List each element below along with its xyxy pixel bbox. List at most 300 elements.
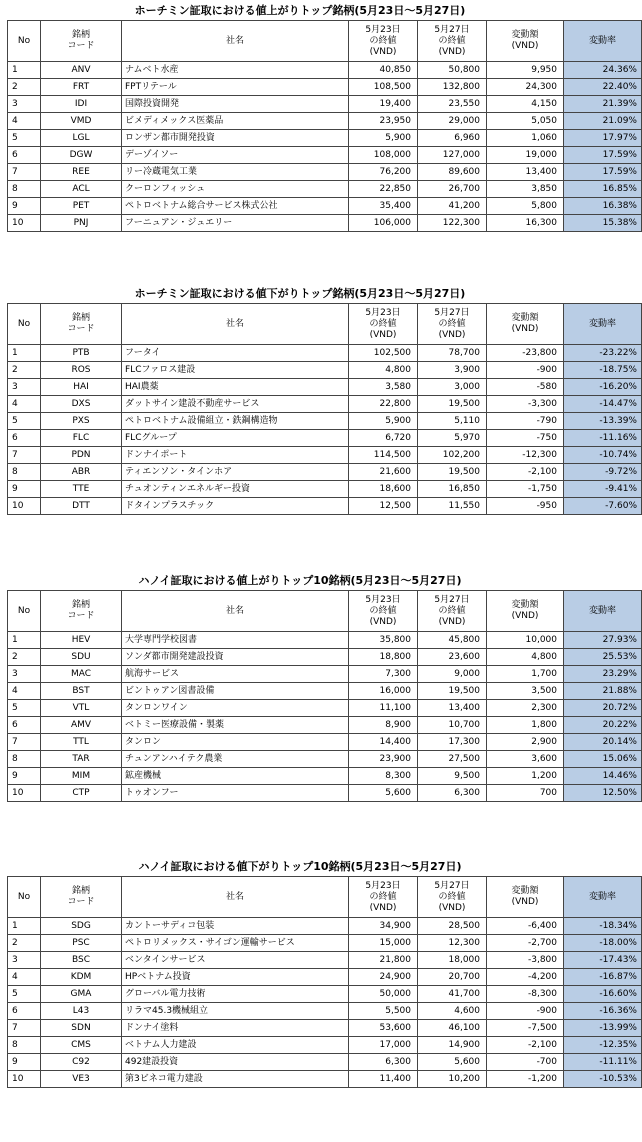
cell-may23-close: 18,600 — [349, 481, 418, 498]
table-row — [8, 700, 642, 717]
cell-may27-close: 5,110 — [418, 413, 487, 430]
cell-change-rate: 20.72% — [564, 700, 642, 717]
cell-no: 1 — [8, 632, 41, 649]
cell-change-rate: 22.40% — [564, 79, 642, 96]
cell-may23-close: 5,600 — [349, 785, 418, 802]
cell-change: -750 — [487, 430, 564, 447]
cell-change-rate: -9.72% — [564, 464, 642, 481]
table-row — [8, 481, 642, 498]
header-may23-close — [349, 591, 418, 632]
section-title: ホーチミン証取における値上がりトップ銘柄(5月23日～5月27日) — [134, 4, 466, 17]
header-may23-close-line-1: 5月23日 — [365, 24, 401, 35]
cell-may23-close: 21,600 — [349, 464, 418, 481]
header-name — [122, 591, 349, 632]
table-row — [8, 430, 642, 447]
cell-no: 7 — [8, 1020, 41, 1037]
cell-change-rate: 24.36% — [564, 62, 642, 79]
cell-change-rate: 15.38% — [564, 215, 642, 232]
header-may27-close-line-1: 5月27日 — [434, 307, 470, 318]
ranking-table — [7, 876, 642, 1088]
cell-stock-code: REE — [41, 164, 122, 181]
header-may23-close-line-2: の終値 — [369, 605, 397, 616]
cell-company-name: クーロンフィッシュ — [122, 181, 349, 198]
cell-stock-code: PSC — [41, 935, 122, 952]
header-rate — [564, 21, 642, 62]
cell-change-rate: 25.53% — [564, 649, 642, 666]
header-may27-close-line-2: の終値 — [438, 891, 466, 902]
cell-change: -3,800 — [487, 952, 564, 969]
cell-may27-close: 5,600 — [418, 1054, 487, 1071]
cell-no: 4 — [8, 113, 41, 130]
header-may23-close-line-2: の終値 — [369, 35, 397, 46]
cell-company-name: ベトナム人力建設 — [122, 1037, 349, 1054]
cell-company-name: ドンナイ塗料 — [122, 1020, 349, 1037]
cell-no: 4 — [8, 969, 41, 986]
cell-company-name: 国際投資開発 — [122, 96, 349, 113]
cell-may23-close: 7,300 — [349, 666, 418, 683]
cell-no: 9 — [8, 198, 41, 215]
header-may27-close-line-3: (VND) — [438, 329, 466, 340]
header-may23-close-line-1: 5月23日 — [365, 880, 401, 891]
table-row — [8, 215, 642, 232]
cell-change: 5,050 — [487, 113, 564, 130]
ranking-table — [7, 20, 642, 232]
header-code-line-1: 銘柄 — [71, 30, 90, 40]
header-name-line-1: 社名 — [225, 318, 244, 329]
cell-may23-close: 6,720 — [349, 430, 418, 447]
cell-may23-close: 23,900 — [349, 751, 418, 768]
cell-may23-close: 12,500 — [349, 498, 418, 515]
cell-change-rate: 16.85% — [564, 181, 642, 198]
cell-stock-code: AMV — [41, 717, 122, 734]
cell-stock-code: ANV — [41, 62, 122, 79]
table-row — [8, 396, 642, 413]
cell-company-name: ソンダ都市開発建設投資 — [122, 649, 349, 666]
cell-may23-close: 106,000 — [349, 215, 418, 232]
table-row — [8, 632, 642, 649]
cell-no: 8 — [8, 1037, 41, 1054]
cell-may23-close: 5,900 — [349, 413, 418, 430]
cell-change: 3,500 — [487, 683, 564, 700]
table-row — [8, 498, 642, 515]
cell-stock-code: HAI — [41, 379, 122, 396]
cell-change: -950 — [487, 498, 564, 515]
cell-change: -6,400 — [487, 918, 564, 935]
cell-no: 10 — [8, 215, 41, 232]
header-code-line-1: 銘柄 — [71, 600, 90, 610]
cell-may23-close: 8,900 — [349, 717, 418, 734]
header-name — [122, 304, 349, 345]
cell-change-rate: 17.59% — [564, 164, 642, 181]
cell-may23-close: 16,000 — [349, 683, 418, 700]
cell-may27-close: 102,200 — [418, 447, 487, 464]
cell-may27-close: 50,800 — [418, 62, 487, 79]
cell-change-rate: -18.75% — [564, 362, 642, 379]
table-row — [8, 986, 642, 1003]
header-code-line-2: コード — [67, 324, 95, 334]
header-change-line-2: (VND) — [511, 41, 539, 51]
cell-company-name: ドンナイポート — [122, 447, 349, 464]
cell-change-rate: -17.43% — [564, 952, 642, 969]
cell-may23-close: 76,200 — [349, 164, 418, 181]
table-body — [8, 345, 642, 515]
cell-may27-close: 122,300 — [418, 215, 487, 232]
table-row — [8, 683, 642, 700]
table-row — [8, 62, 642, 79]
cell-no: 4 — [8, 683, 41, 700]
header-may27-close-line-1: 5月27日 — [434, 880, 470, 891]
cell-change: 4,150 — [487, 96, 564, 113]
ranking-table — [7, 590, 642, 802]
header-no-line-1: No — [17, 35, 31, 46]
cell-change: 3,850 — [487, 181, 564, 198]
header-change-line-1: 変動額 — [511, 313, 539, 323]
cell-company-name: 492建設投資 — [122, 1054, 349, 1071]
table-row — [8, 113, 642, 130]
header-may23-close-line-1: 5月23日 — [365, 307, 401, 318]
cell-change: 1,200 — [487, 768, 564, 785]
header-code-line-2: コード — [67, 611, 95, 621]
header-no-line-1: No — [17, 318, 31, 329]
cell-stock-code: ABR — [41, 464, 122, 481]
cell-no: 7 — [8, 447, 41, 464]
table-row — [8, 785, 642, 802]
cell-change-rate: 15.06% — [564, 751, 642, 768]
cell-change: -2,100 — [487, 1037, 564, 1054]
cell-change: -2,100 — [487, 464, 564, 481]
cell-change: 5,800 — [487, 198, 564, 215]
cell-stock-code: CMS — [41, 1037, 122, 1054]
header-code-line-1: 銘柄 — [71, 313, 90, 323]
cell-change-rate: 12.50% — [564, 785, 642, 802]
header-name-line-1: 社名 — [225, 891, 244, 902]
header-code-line-2: コード — [67, 41, 95, 51]
cell-company-name: FLCグループ — [122, 430, 349, 447]
cell-no: 4 — [8, 396, 41, 413]
cell-may27-close: 17,300 — [418, 734, 487, 751]
cell-change: -790 — [487, 413, 564, 430]
cell-change: -7,500 — [487, 1020, 564, 1037]
cell-may23-close: 35,800 — [349, 632, 418, 649]
cell-change-rate: -18.34% — [564, 918, 642, 935]
header-may23-close-line-2: の終値 — [369, 318, 397, 329]
cell-may27-close: 6,960 — [418, 130, 487, 147]
cell-may27-close: 18,000 — [418, 952, 487, 969]
cell-no: 9 — [8, 768, 41, 785]
cell-no: 6 — [8, 430, 41, 447]
cell-may27-close: 19,500 — [418, 396, 487, 413]
cell-may27-close: 27,500 — [418, 751, 487, 768]
cell-may27-close: 10,700 — [418, 717, 487, 734]
header-name-line-1: 社名 — [225, 35, 244, 46]
cell-may27-close: 78,700 — [418, 345, 487, 362]
header-change-line-2: (VND) — [511, 611, 539, 621]
cell-may23-close: 8,300 — [349, 768, 418, 785]
cell-company-name: 第3ビネコ電力建設 — [122, 1071, 349, 1088]
cell-may23-close: 15,000 — [349, 935, 418, 952]
cell-company-name: 鉱産機械 — [122, 768, 349, 785]
cell-stock-code: FRT — [41, 79, 122, 96]
cell-may23-close: 19,400 — [349, 96, 418, 113]
cell-company-name: デーゾイソー — [122, 147, 349, 164]
cell-change: -2,700 — [487, 935, 564, 952]
cell-stock-code: LGL — [41, 130, 122, 147]
table-row — [8, 413, 642, 430]
ranking-section — [0, 285, 637, 515]
table-header — [8, 21, 642, 62]
cell-may27-close: 127,000 — [418, 147, 487, 164]
table-body — [8, 918, 642, 1088]
cell-change-rate: 20.14% — [564, 734, 642, 751]
cell-no: 5 — [8, 700, 41, 717]
cell-may27-close: 10,200 — [418, 1071, 487, 1088]
header-may27-close-line-3: (VND) — [438, 46, 466, 57]
cell-may27-close: 6,300 — [418, 785, 487, 802]
cell-change: -900 — [487, 1003, 564, 1020]
header-rate — [564, 591, 642, 632]
cell-stock-code: DTT — [41, 498, 122, 515]
header-change — [487, 877, 564, 918]
header-no — [8, 21, 41, 62]
cell-may23-close: 24,900 — [349, 969, 418, 986]
cell-may27-close: 12,300 — [418, 935, 487, 952]
cell-stock-code: ACL — [41, 181, 122, 198]
cell-may27-close: 20,700 — [418, 969, 487, 986]
header-may23-close-line-3: (VND) — [369, 329, 397, 340]
cell-may27-close: 23,600 — [418, 649, 487, 666]
cell-may27-close: 9,500 — [418, 768, 487, 785]
header-may27-close-line-3: (VND) — [438, 616, 466, 627]
table-body — [8, 632, 642, 802]
cell-stock-code: PNJ — [41, 215, 122, 232]
cell-may23-close: 22,850 — [349, 181, 418, 198]
cell-company-name: ペトロリメックス・サイゴン運輸サービス — [122, 935, 349, 952]
header-may23-close-line-3: (VND) — [369, 902, 397, 913]
header-row — [8, 304, 642, 345]
cell-change: 3,600 — [487, 751, 564, 768]
cell-may27-close: 3,900 — [418, 362, 487, 379]
cell-stock-code: HEV — [41, 632, 122, 649]
cell-may27-close: 5,970 — [418, 430, 487, 447]
cell-change: 700 — [487, 785, 564, 802]
cell-no: 3 — [8, 96, 41, 113]
cell-change: -1,200 — [487, 1071, 564, 1088]
table-row — [8, 130, 642, 147]
cell-change: 16,300 — [487, 215, 564, 232]
cell-no: 2 — [8, 79, 41, 96]
cell-may27-close: 41,200 — [418, 198, 487, 215]
cell-may23-close: 18,800 — [349, 649, 418, 666]
cell-no: 8 — [8, 464, 41, 481]
header-rate-line-1: 変動率 — [588, 318, 616, 329]
cell-no: 10 — [8, 1071, 41, 1088]
cell-may27-close: 23,550 — [418, 96, 487, 113]
ranking-section — [0, 572, 637, 802]
table-row — [8, 751, 642, 768]
cell-company-name: グローバル電力技術 — [122, 986, 349, 1003]
header-change — [487, 304, 564, 345]
cell-may23-close: 102,500 — [349, 345, 418, 362]
table-row — [8, 1054, 642, 1071]
cell-stock-code: BST — [41, 683, 122, 700]
cell-may23-close: 50,000 — [349, 986, 418, 1003]
header-rate — [564, 304, 642, 345]
cell-change-rate: 21.09% — [564, 113, 642, 130]
section-title: ハノイ証取における値上がりトップ10銘柄(5月23日～5月27日) — [138, 574, 462, 587]
cell-no: 6 — [8, 1003, 41, 1020]
cell-may23-close: 14,400 — [349, 734, 418, 751]
table-row — [8, 935, 642, 952]
header-code — [41, 877, 122, 918]
cell-may23-close: 11,400 — [349, 1071, 418, 1088]
header-code — [41, 21, 122, 62]
cell-change-rate: -16.36% — [564, 1003, 642, 1020]
cell-change: 4,800 — [487, 649, 564, 666]
cell-change: -8,300 — [487, 986, 564, 1003]
table-row — [8, 79, 642, 96]
header-change — [487, 591, 564, 632]
cell-stock-code: DXS — [41, 396, 122, 413]
header-row — [8, 877, 642, 918]
cell-change: -1,750 — [487, 481, 564, 498]
cell-company-name: HAI農薬 — [122, 379, 349, 396]
cell-company-name: ロンザン都市開発投資 — [122, 130, 349, 147]
cell-company-name: ビントゥアン図書設備 — [122, 683, 349, 700]
cell-may23-close: 22,800 — [349, 396, 418, 413]
cell-no: 2 — [8, 362, 41, 379]
cell-may27-close: 46,100 — [418, 1020, 487, 1037]
header-no-line-1: No — [17, 605, 31, 616]
cell-company-name: フータイ — [122, 345, 349, 362]
cell-stock-code: VE3 — [41, 1071, 122, 1088]
section-title: ハノイ証取における値下がりトップ10銘柄(5月23日～5月27日) — [138, 860, 462, 873]
cell-may23-close: 114,500 — [349, 447, 418, 464]
cell-may27-close: 4,600 — [418, 1003, 487, 1020]
cell-may23-close: 34,900 — [349, 918, 418, 935]
section-title: ホーチミン証取における値下がりトップ銘柄(5月23日～5月27日) — [134, 287, 466, 300]
cell-may27-close: 26,700 — [418, 181, 487, 198]
cell-stock-code: TAR — [41, 751, 122, 768]
header-change — [487, 21, 564, 62]
table-row — [8, 1037, 642, 1054]
header-change-line-1: 変動額 — [511, 886, 539, 896]
cell-change-rate: 23.29% — [564, 666, 642, 683]
table-row — [8, 952, 642, 969]
cell-stock-code: FLC — [41, 430, 122, 447]
cell-no: 2 — [8, 649, 41, 666]
cell-company-name: ビメディメックス医薬品 — [122, 113, 349, 130]
header-may23-close-line-2: の終値 — [369, 891, 397, 902]
cell-change-rate: -10.53% — [564, 1071, 642, 1088]
cell-company-name: ダットサイン建設不動産サービス — [122, 396, 349, 413]
table-header — [8, 304, 642, 345]
cell-change: 1,800 — [487, 717, 564, 734]
cell-stock-code: TTL — [41, 734, 122, 751]
header-change-line-2: (VND) — [511, 897, 539, 907]
cell-change: -12,300 — [487, 447, 564, 464]
cell-change: -580 — [487, 379, 564, 396]
cell-stock-code: SDN — [41, 1020, 122, 1037]
cell-change-rate: 14.46% — [564, 768, 642, 785]
table-row — [8, 1071, 642, 1088]
header-code-line-1: 銘柄 — [71, 886, 90, 896]
cell-change: -23,800 — [487, 345, 564, 362]
cell-may27-close: 13,400 — [418, 700, 487, 717]
cell-change: 10,000 — [487, 632, 564, 649]
cell-company-name: チュンアンハイテク農業 — [122, 751, 349, 768]
cell-stock-code: KDM — [41, 969, 122, 986]
cell-no: 6 — [8, 147, 41, 164]
table-row — [8, 1020, 642, 1037]
header-no-line-1: No — [17, 891, 31, 902]
cell-company-name: カントーサディコ包装 — [122, 918, 349, 935]
header-change-line-1: 変動額 — [511, 600, 539, 610]
cell-company-name: チュオンティンエネルギー投資 — [122, 481, 349, 498]
header-code-line-2: コード — [67, 897, 95, 907]
cell-company-name: FLCファロス建設 — [122, 362, 349, 379]
cell-change-rate: -16.20% — [564, 379, 642, 396]
header-rate-line-1: 変動率 — [588, 35, 616, 46]
cell-no: 10 — [8, 785, 41, 802]
cell-change-rate: -11.11% — [564, 1054, 642, 1071]
cell-change-rate: -7.60% — [564, 498, 642, 515]
cell-stock-code: SDU — [41, 649, 122, 666]
cell-no: 1 — [8, 345, 41, 362]
table-header — [8, 877, 642, 918]
header-change-line-1: 変動額 — [511, 30, 539, 40]
cell-company-name: トゥオンフー — [122, 785, 349, 802]
ranking-section — [0, 2, 637, 232]
header-name — [122, 877, 349, 918]
cell-no: 9 — [8, 481, 41, 498]
cell-stock-code: IDI — [41, 96, 122, 113]
cell-may23-close: 6,300 — [349, 1054, 418, 1071]
cell-change-rate: 21.39% — [564, 96, 642, 113]
cell-stock-code: L43 — [41, 1003, 122, 1020]
cell-may27-close: 19,500 — [418, 683, 487, 700]
cell-may27-close: 29,000 — [418, 113, 487, 130]
header-code — [41, 591, 122, 632]
cell-change: 2,900 — [487, 734, 564, 751]
cell-company-name: ベンタインサービス — [122, 952, 349, 969]
cell-may23-close: 108,000 — [349, 147, 418, 164]
header-may27-close-line-2: の終値 — [438, 318, 466, 329]
table-row — [8, 464, 642, 481]
ranking-section — [0, 858, 637, 1088]
cell-company-name: リラマ45.3機械組立 — [122, 1003, 349, 1020]
cell-no: 1 — [8, 62, 41, 79]
cell-stock-code: PXS — [41, 413, 122, 430]
header-code — [41, 304, 122, 345]
cell-may23-close: 35,400 — [349, 198, 418, 215]
header-may23-close-line-1: 5月23日 — [365, 594, 401, 605]
header-may23-close — [349, 304, 418, 345]
cell-no: 5 — [8, 130, 41, 147]
cell-stock-code: SDG — [41, 918, 122, 935]
table-row — [8, 181, 642, 198]
cell-company-name: FPTリテール — [122, 79, 349, 96]
table-body — [8, 62, 642, 232]
cell-no: 9 — [8, 1054, 41, 1071]
table-row — [8, 447, 642, 464]
cell-may23-close: 21,800 — [349, 952, 418, 969]
header-rate-line-1: 変動率 — [588, 891, 616, 902]
cell-company-name: ナムベト水産 — [122, 62, 349, 79]
cell-may27-close: 41,700 — [418, 986, 487, 1003]
cell-stock-code: BSC — [41, 952, 122, 969]
cell-change-rate: -11.16% — [564, 430, 642, 447]
cell-change-rate: 16.38% — [564, 198, 642, 215]
